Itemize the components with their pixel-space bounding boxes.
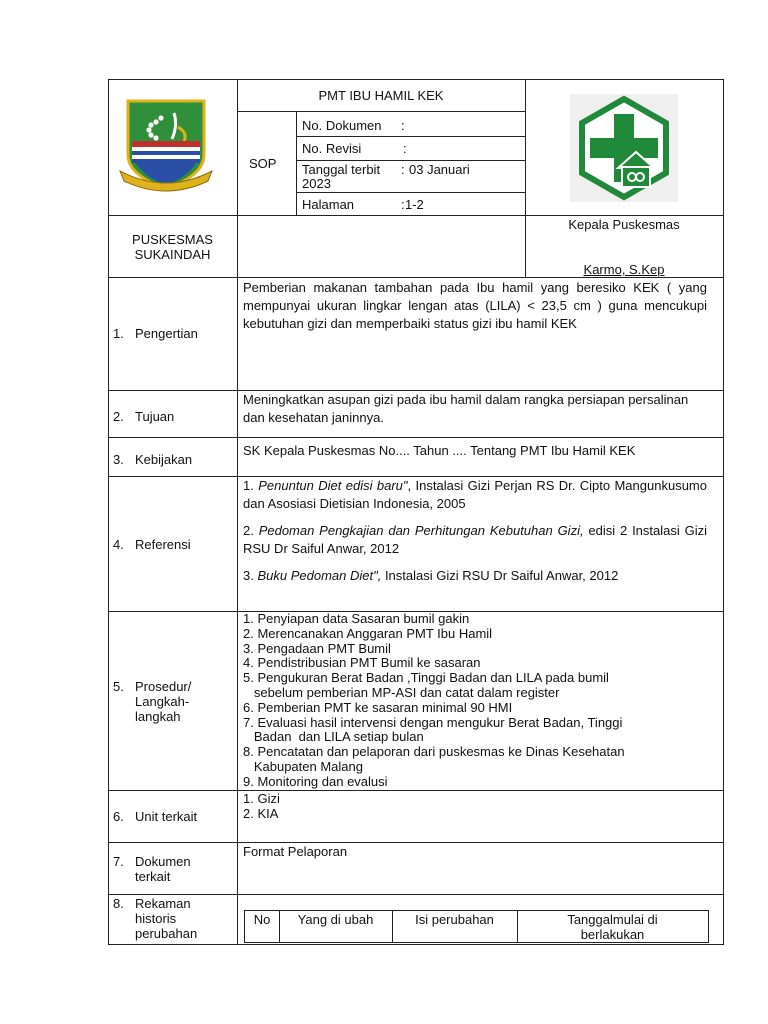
unit-item: 1. Gizi <box>243 791 280 806</box>
meta-label: Halaman <box>302 197 355 212</box>
procedure-step: 9. Monitoring dan evalusi <box>243 773 388 789</box>
table-border-left <box>108 79 109 945</box>
meta-separator: : <box>401 118 405 133</box>
section-number: 4. <box>113 537 124 552</box>
section-number: 2. <box>113 409 124 424</box>
reference-title: Penuntun Diet edisi baru" <box>258 478 408 493</box>
header-bottom-line <box>108 215 724 216</box>
meta-separator: : <box>401 162 405 177</box>
meta-divider-1 <box>296 136 525 137</box>
procedure-step: 6. Pemberian PMT ke sasaran minimal 90 HMI <box>243 699 513 715</box>
procedure-step: 1. Penyiapan data Sasaran bumil gakin <box>243 611 470 626</box>
meta-value: 1-2 <box>405 197 424 212</box>
procedure-step: 4. Pendistribusian PMT Bumil ke sasaran <box>243 655 481 671</box>
procedure-step: 3. Pengadaan PMT Bumil <box>243 640 391 656</box>
change-history-table <box>244 910 709 943</box>
reference-item <box>243 477 707 513</box>
pengertian-text: Pemberian makanan tambahan pada Ibu hamil yang beresiko KEK ( yang mempunyai ukuran lingkar lengan atas (LILA) < 23,5 cm ) guna mencukupi kebutuhan gizi dan memperbaiki status gizi ibu hamil KEK <box>243 280 707 331</box>
meta-value: 03 Januari <box>409 162 470 177</box>
history-header-content: Isi perubahan <box>415 912 494 927</box>
section-label-referensi: Referensi <box>135 537 191 552</box>
table-border-right <box>723 79 724 945</box>
history-header-date-cont: berlakukan <box>580 927 645 942</box>
unit-list <box>243 792 280 822</box>
regency-crest-logo <box>118 97 214 195</box>
table-border-bottom <box>108 944 724 945</box>
section-number: 6. <box>113 809 124 824</box>
unit-item: 2. KIA <box>243 805 279 821</box>
dokumen-text: Format Pelaporan <box>243 844 348 859</box>
meta-separator: : <box>403 141 407 156</box>
meta-value-year: 2023 <box>302 176 331 191</box>
reference-number: 1. <box>243 478 254 493</box>
section-number: 3. <box>113 452 124 467</box>
section-label-dokumen: Dokumen <box>135 854 191 869</box>
procedure-step: 2. Merencanakan Anggaran PMT Ibu Hamil <box>243 625 493 641</box>
sop-label: SOP <box>249 156 277 171</box>
signer-name: Karmo, S.Kep <box>583 262 665 277</box>
reference-title: Pedoman Pengkajian dan Perhitungan Kebutuhan Gizi, <box>258 523 584 538</box>
history-header-no: No <box>253 912 271 927</box>
signer-title: Kepala Puskesmas <box>568 217 680 232</box>
reference-source: Instalasi Gizi RSU Dr Saiful Anwar, 2012 <box>381 568 619 583</box>
section-label-kebijakan: Kebijakan <box>135 452 193 467</box>
org-name-line-1: PUSKESMAS <box>132 232 213 247</box>
section-number: 7. <box>113 854 124 869</box>
meta-label: Tanggal terbit <box>302 162 381 177</box>
meta-label: No. Dokumen <box>302 118 382 133</box>
section-label-rekaman: perubahan <box>135 926 198 941</box>
reference-number: 3. <box>243 568 254 583</box>
procedure-list <box>243 612 625 790</box>
procedure-step-cont: Badan dan LILA setiap bulan <box>243 729 424 745</box>
meta-separator: : <box>401 197 405 212</box>
org-name-line-2: SUKAINDAH <box>134 247 211 262</box>
section-label-dokumen: terkait <box>135 869 171 884</box>
section-label-pengertian: Pengertian <box>135 326 198 341</box>
tujuan-text: Meningkatkan asupan gizi pada ibu hamil dalam rangka persiapan persalinan dan kesehatan janinnya. <box>243 392 689 425</box>
reference-item <box>243 522 707 558</box>
procedure-step: 8. Pencatatan dan pelaporan dari puskesmas ke Dinas Kesehatan <box>243 744 625 760</box>
procedure-step: 7. Evaluasi hasil intervensi dengan mengukur Berat Badan, Tinggi <box>243 714 623 730</box>
table-border-top <box>108 79 724 80</box>
section-number: 5. <box>113 679 124 694</box>
procedure-step: 5. Pengukuran Berat Badan ,Tinggi Badan dan LILA pada bumil <box>243 670 609 686</box>
row-line-1 <box>108 277 724 278</box>
reference-item <box>243 567 707 585</box>
procedure-step-cont: Kabupaten Malang <box>243 758 363 774</box>
row-line-6 <box>108 790 724 791</box>
section-number: 8. <box>113 896 124 911</box>
column-divider-sop <box>296 111 297 215</box>
history-header-date: Tanggalmulai di <box>567 912 658 927</box>
row-line-8 <box>108 894 724 895</box>
meta-divider-3 <box>296 192 525 193</box>
reference-number: 2. <box>243 523 254 538</box>
section-label-rekaman: historis <box>135 911 177 926</box>
column-divider-header-right <box>525 79 526 277</box>
reference-title: Buku Pedoman Diet", <box>257 568 382 583</box>
procedure-step-cont: sebelum pemberian MP-ASI dan catat dalam register <box>243 684 560 700</box>
reference-source: , Instalasi Gizi Perjan RS Dr. Cipto Mangunkusumo dan Asosiasi Dietisian Indonesia, 2005 <box>243 478 707 511</box>
column-divider-main <box>237 79 238 945</box>
kebijakan-text: SK Kepala Puskesmas No.... Tahun .... Tentang PMT Ibu Hamil KEK <box>243 443 636 458</box>
section-number: 1. <box>113 326 124 341</box>
row-line-7 <box>108 842 724 843</box>
section-label-rekaman: Rekaman <box>135 896 191 911</box>
history-header-changed: Yang di ubah <box>297 912 374 927</box>
row-line-3 <box>108 437 724 438</box>
document-title: PMT IBU HAMIL KEK <box>318 88 444 103</box>
section-label-prosedur: Langkah- <box>135 694 190 709</box>
reference-source: edisi 2 Instalasi Gizi RSU Dr Saiful Anwar, 2012 <box>243 523 707 556</box>
section-label-tujuan: Tujuan <box>135 409 175 424</box>
header-divider-title <box>237 111 525 112</box>
section-label-unit: Unit terkait <box>135 809 198 824</box>
meta-divider-2 <box>296 160 525 161</box>
puskesmas-logo <box>570 94 678 202</box>
meta-label: No. Revisi <box>302 141 362 156</box>
section-label-prosedur: langkah <box>135 709 181 724</box>
section-label-prosedur: Prosedur/ <box>135 679 192 694</box>
